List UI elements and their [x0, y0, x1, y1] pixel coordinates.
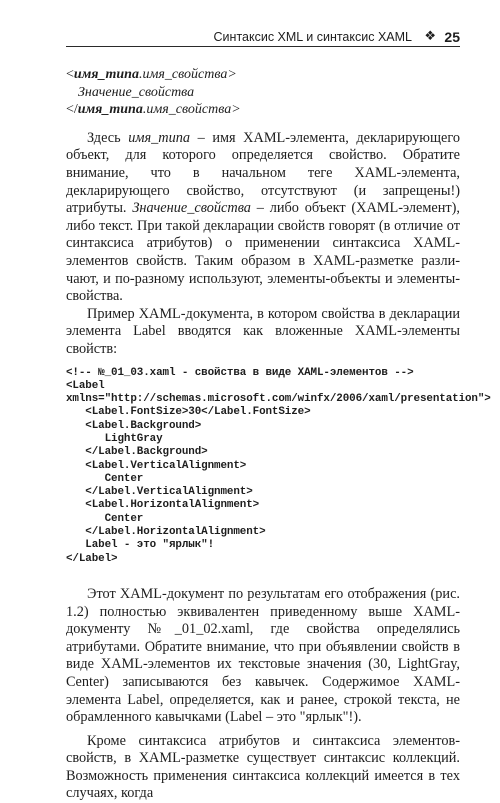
code-line: <Label.HorizontalAlignment> [66, 499, 260, 512]
page-body [66, 66, 491, 802]
running-title: Синтаксис XML и синтаксис XAML [213, 30, 412, 44]
code-line: </Label.HorizontalAlignment> [66, 526, 266, 539]
code-line: Label - это "ярлык"! [66, 539, 215, 552]
syntax-type-name: имя_типа [73, 67, 139, 82]
syntax-value: Значение_свойства [78, 84, 195, 100]
page-number: 25 [444, 29, 460, 45]
running-header [66, 26, 460, 47]
paragraph-equivalence: Этот XAML-документ по результатам его отображения (рис. 1.2) полностью эквивалентен приведенному выше XAML-документу №_01_02.xaml, где свойства определялись атрибутами. Обратите внимание, что при объявлении свойств в виде XAML-элементов их текстовые значения (30, LightGray, Center) записываются без кавычек. Содержимое XAML-элемента Label, определяется, как и ранее, строкой текста, не обрамленного кавычками (Label – это "ярлык"!). [66, 585, 460, 726]
syntax-open-tag: <имя_типа.имя_свойства> [66, 67, 237, 82]
code-line: <Label [66, 379, 105, 392]
separator-ornament-icon: ❖ [424, 28, 436, 43]
code-line: </Label.VerticalAlignment> [66, 486, 253, 499]
syntax-close-tag: </имя_типа.имя_свойства> [66, 102, 241, 118]
code-line: <Label.FontSize>30</Label.FontSize> [66, 406, 311, 419]
paragraph-collections: Кроме синтаксиса атрибутов и синтаксиса элементов-свойств, в XAML-разметке существует синтаксис коллекций. Возможность применения синтаксиса коллекций имеется в тех случаях, когда [66, 732, 460, 802]
syntax-type-name: имя_типа [77, 102, 143, 118]
code-line: LightGray [66, 432, 163, 445]
code-line: Center [66, 512, 144, 525]
code-line: <!-- №_01_03.xaml - свойства в виде XAML-элементов --> [66, 366, 414, 379]
code-line: <Label.Background> [66, 419, 202, 432]
syntax-template [66, 66, 460, 119]
code-line: <Label.VerticalAlignment> [66, 459, 247, 472]
code-line: xmlns="http://schemas.microsoft.com/winfx/2006/xaml/presentation"> [66, 393, 491, 406]
code-line: </Label> [66, 552, 118, 565]
code-listing [66, 366, 491, 566]
paragraph-example-intro: Пример XAML-документа, в котором свойства в декларации элемента Label вводятся как вложенные XAML-элементы свойств: [66, 305, 460, 357]
code-line: Center [66, 472, 144, 485]
paragraph-explanation: Здесь имя_типа – имя XAML-элемента, декларирующего объект, для которого определяется свойство. Обратите внимание, что в начальном теге XAML-элемента, декларирующего свойство, отсутствуют (и запрещены!) атрибуты. Значение_свойства – либо объект (XAML-элемент), либо текст. При такой декларации свойств говорят (в отличие от синтаксиса атрибутов) о применении синтаксиса XAML-элементов свойств. Таким образом в XAML-разметке различают, и по-разному используют, элементы-объекты и элементы-свойства. [66, 129, 460, 305]
code-line: </Label.Background> [66, 446, 208, 459]
